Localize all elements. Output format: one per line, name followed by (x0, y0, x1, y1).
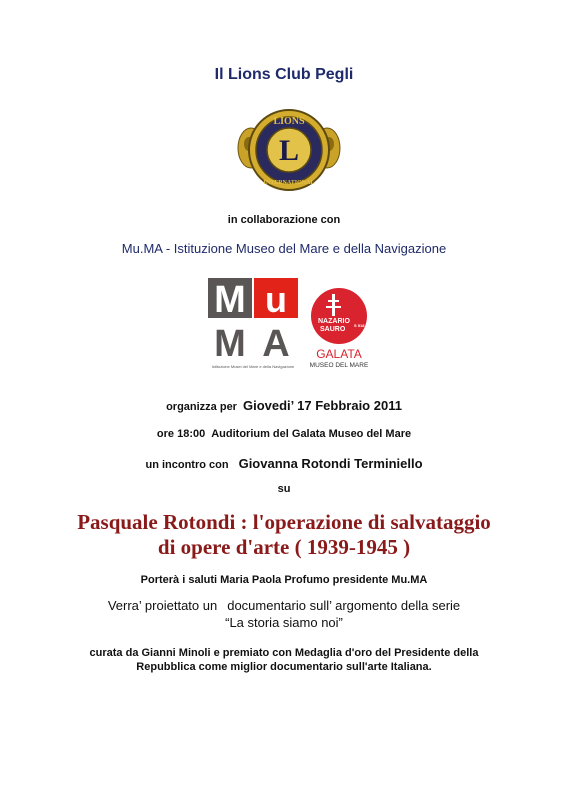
documentary-line-2: “La storia siamo noi” (225, 615, 343, 630)
organizza-label: organizza per (166, 401, 237, 413)
documentary-note (0, 597, 568, 631)
talk-title-line-1: Pasquale Rotondi : l'operazione di salvataggio (77, 510, 491, 534)
event-venue: Auditorium del Galata Museo del Mare (211, 428, 412, 440)
lions-club-emblem-icon (237, 104, 341, 196)
curata-note (0, 646, 568, 674)
galata-subtitle: MUSEO DEL MARE (309, 362, 369, 369)
lions-word-top: LIONS (273, 116, 305, 127)
talk-title (0, 510, 568, 560)
galata-name: GALATA (316, 347, 362, 361)
muma-letter-1: M (214, 279, 246, 321)
muma-letter-3: M (214, 323, 246, 365)
collaboration-label: in collaborazione con (227, 214, 341, 226)
greetings-line: Porterà i saluti Maria Paola Profumo presidente Mu.MA (140, 574, 428, 586)
event-date: Giovedi’ 17 Febbraio 2011 (242, 398, 402, 413)
event-time: ore 18:00 (156, 428, 206, 440)
muma-letter-2: u (265, 279, 287, 320)
institution-name: Mu.MA - Istituzione Museo del Mare e della Navigazione (121, 241, 447, 256)
event-time-line (0, 428, 568, 440)
curata-line-1: curata da Gianni Minoli e premiato con Medaglia d'oro del Presidente della (89, 647, 479, 659)
muma-caption: Istituzione Musei del Mare e della Navigazione (211, 364, 295, 369)
event-date-line (0, 398, 568, 413)
speaker-name: Giovanna Rotondi Terminiello (238, 456, 423, 471)
topic-connector: su (277, 483, 291, 495)
lions-word-bottom: INTERNATIONAL (263, 180, 315, 186)
talk-title-line-2: di opere d'arte ( 1939-1945 ) (157, 535, 411, 559)
page-title: Il Lions Club Pegli (214, 66, 354, 83)
documentary-line-1-b: documentario sull’ argomento della serie (227, 598, 461, 613)
meeting-label: un incontro con (145, 459, 229, 471)
documentary-line-1 (0, 597, 568, 614)
galata-sub-code: S 518 (354, 323, 365, 328)
muma-letter-4: A (262, 323, 290, 365)
lions-letter: L (278, 134, 300, 167)
event-speaker-line (0, 456, 568, 471)
documentary-line-1-a: Verra’ proiettato un (107, 598, 218, 613)
muma-logo-icon (208, 278, 298, 370)
curata-line-2: Repubblica come miglior documentario sull'arte Italiana. (136, 661, 432, 673)
galata-logo-icon (302, 286, 376, 370)
galata-sub-text-1: NAZARIO (318, 318, 350, 325)
galata-sub-text-2: SAURO (320, 326, 346, 333)
